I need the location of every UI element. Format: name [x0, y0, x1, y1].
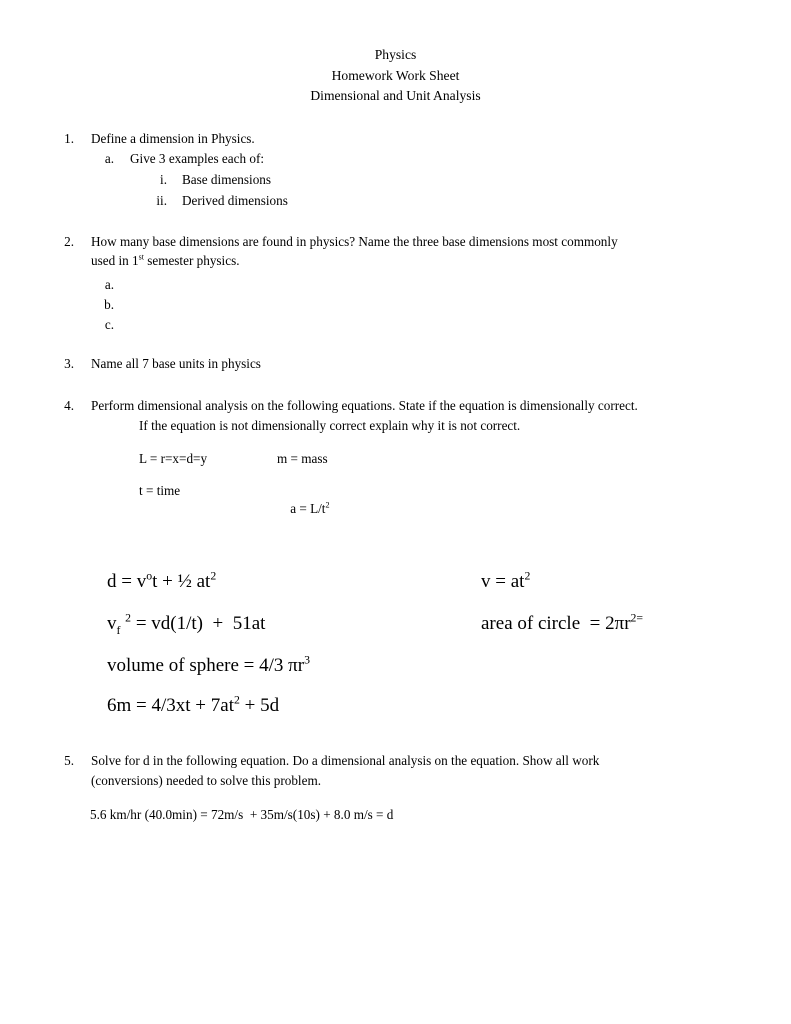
question-1-text: Define a dimension in Physics.	[91, 131, 255, 146]
legend-length: L = r=x=d=y	[139, 451, 208, 466]
question-2-blank-b-marker: b.	[104, 297, 114, 312]
legend-acceleration	[277, 482, 330, 537]
question-5-marker: 5.	[64, 753, 74, 768]
question-2-marker: 2.	[64, 234, 74, 249]
question-4-marker: 4.	[64, 398, 74, 413]
eq-part: 6m = 4/3xt + 7at	[107, 695, 234, 716]
eq-part-sup: 2=	[630, 611, 644, 625]
legend-acceleration-exponent: 2	[325, 500, 330, 510]
equation-area-circle	[462, 588, 643, 660]
eq-part: d = v	[107, 571, 147, 592]
eq-part: + 5d	[239, 695, 280, 716]
question-5-equation: 5.6 km/hr (40.0min) = 72m/s + 35m/s(10s) + 8.0 m/s = d	[90, 807, 394, 822]
title-line-3: Dimensional and Unit Analysis	[310, 88, 481, 104]
question-2-text-line-1: How many base dimensions are found in physics? Name the three base dimensions most commonly	[91, 234, 618, 249]
document-title-block	[0, 45, 791, 107]
question-2-blank-c-answer[interactable]	[130, 316, 730, 334]
eq-part-sup: 3	[304, 653, 310, 667]
question-2-blank-c-marker: c.	[104, 317, 114, 332]
legend-mass: m = mass	[277, 451, 328, 466]
question-1a-text: Give 3 examples each of:	[130, 151, 265, 166]
eq-part: = vd(1/t) + 51at	[131, 613, 266, 634]
eq-part: v = at	[481, 571, 525, 592]
question-2-text-line-2	[91, 252, 736, 270]
question-3-marker: 3.	[64, 356, 74, 371]
question-5-text-line-1: Solve for d in the following equation. Do a dimensional analysis on the equation. Show all work	[91, 753, 600, 768]
eq-part-sup: 2	[125, 611, 132, 625]
question-4-text-line-2: If the equation is not dimensionally correct explain why it is not correct.	[139, 418, 521, 433]
question-5-text-line-2: (conversions) needed to solve this problem.	[91, 773, 321, 788]
question-1-marker: 1.	[64, 131, 74, 146]
eq-part: v	[107, 613, 117, 634]
eq-part-sub: f	[116, 623, 121, 637]
question-2-blank-b-answer[interactable]	[130, 296, 730, 314]
question-2-blank-a-marker: a.	[104, 277, 114, 292]
title-line-1: Physics	[374, 47, 417, 62]
question-2-line2-post: semester physics.	[143, 253, 240, 268]
eq-part: area of circle = 2πr	[481, 613, 631, 634]
eq-part-sup: 2	[233, 693, 240, 707]
question-4-text-line-1: Perform dimensional analysis on the following equations. State if the equation is dimensionally correct.	[91, 398, 638, 413]
question-2-line2-pre: used in 1	[91, 253, 139, 268]
question-1a-i-marker: i.	[160, 172, 167, 187]
eq-part-sup: o	[146, 569, 153, 583]
question-1a-marker: a.	[104, 151, 114, 166]
question-1a-ii-text: Derived dimensions	[182, 193, 288, 208]
question-1a-ii-marker: ii.	[156, 193, 167, 208]
title-line-2: Homework Work Sheet	[331, 67, 460, 83]
eq-part: t + ½ at	[152, 571, 211, 592]
legend-acceleration-base: a = L/t	[290, 501, 326, 517]
question-2-blank-a-answer[interactable]	[130, 276, 730, 294]
ordinal-suffix: st	[138, 252, 144, 262]
eq-part: volume of sphere = 4/3 πr	[107, 655, 305, 676]
legend-time: t = time	[139, 483, 181, 498]
question-1a-i-text: Base dimensions	[182, 172, 272, 187]
equation-6m	[88, 670, 279, 742]
eq-part-sup: 2	[210, 569, 217, 583]
question-3-text: Name all 7 base units in physics	[91, 356, 261, 371]
eq-part-sup: 2	[524, 569, 531, 583]
